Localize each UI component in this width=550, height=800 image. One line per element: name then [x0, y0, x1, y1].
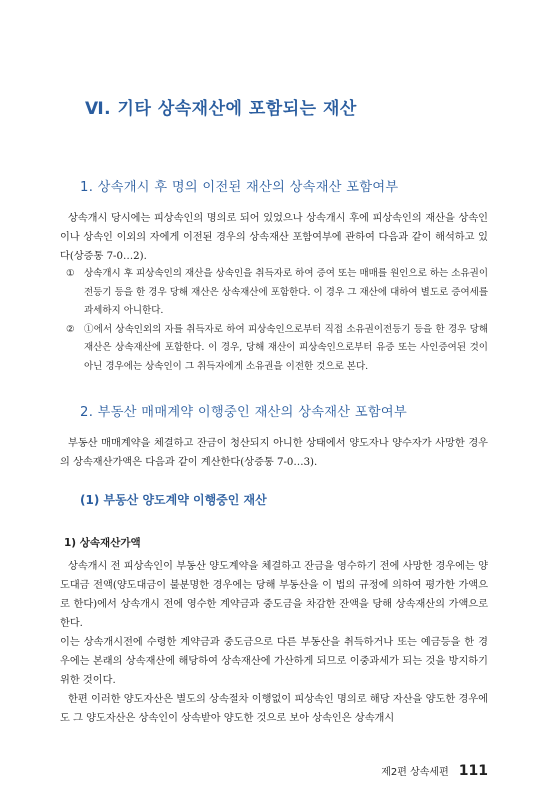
paragraph-2: 이는 상속개시전에 수령한 계약금과 중도금으로 다른 부동산을 취득하거나 또는 예금등을 한 경우에는 본래의 상속재산에 해당하여 상속재산에 가산하게 되므로 이중과세가 되는 것을 방지하기 위한 것이다. [60, 637, 488, 686]
list-item [60, 321, 488, 377]
footer-section-label: 제2편 상속세편 [381, 767, 449, 778]
list-item-number: ② [66, 323, 75, 335]
list-item-number: ① [66, 268, 75, 279]
item-heading: 1) 상속재산가액 [64, 537, 141, 549]
section-1-heading: 1. 상속개시 후 명의 이전된 재산의 상속재산 포함여부 [80, 180, 399, 195]
section-1-list [60, 265, 488, 376]
section-1-intro: 상속개시 당시에는 피상속인의 명의로 되어 있었으나 상속개시 후에 피상속인의 재산을 상속인이나 상속인 이외의 자에게 이전된 경우의 상속재산 포함여부에 관하여 다음과 같이 해석하고 있다(상증통 7-0…2). [60, 213, 488, 262]
page-number: 111 [458, 763, 488, 779]
section-2-heading: 2. 부동산 매매계약 이행중인 재산의 상속재산 포함여부 [80, 405, 407, 420]
list-item-text: ①에서 상속인외의 자를 취득자로 하여 피상속인으로부터 직접 소유권이전등기 등을 한 경우 당해 재산은 상속재산에 포함한다. 이 경우, 당해 재산이 피상속인으로부터 유증 또는 사인증여된 것이 아닌 경우에는 상속인이 그 취득자에게 소유권을 이전한 것으로 본다. [84, 323, 488, 372]
subsection-heading: (1) 부동산 양도계약 이행중인 재산 [80, 493, 267, 507]
chapter-title: Ⅵ. 기타 상속재산에 포함되는 재산 [85, 99, 357, 119]
paragraph-3: 한편 이러한 양도자산은 별도의 상속절차 이행없이 피상속인 명의로 해당 자산을 양도한 경우에도 그 양도자산은 상속인이 상속받아 양도한 것으로 보아 상속인은 상속개시 [60, 694, 488, 724]
paragraph-1: 상속개시 전 피상속인이 부동산 양도계약을 체결하고 잔금을 영수하기 전에 사망한 경우에는 양도대금 전액(양도대금이 불분명한 경우에는 당해 부동산을 이 법의 규정에 의하여 평가한 가액으로 한다)에서 상속개시 전에 영수한 계약금과 중도금을 차감한 잔액을 당해 상속재산의 가액으로 한다. [60, 561, 488, 629]
page-footer [381, 763, 488, 779]
section-2-intro: 부동산 매매계약을 체결하고 잔금이 청산되지 아니한 상태에서 양도자나 양수자가 사망한 경우의 상속재산가액은 다음과 같이 계산한다(상증통 7-0…3). [60, 438, 488, 468]
list-item [60, 265, 488, 321]
list-item-text: 상속개시 후 피상속인의 재산을 상속인을 취득자로 하여 증여 또는 매매를 원인으로 하는 소유권이전등기 등을 한 경우 당해 재산은 상속재산에 포함한다. 이 경우 그 재산에 대하여 별도로 증여세를 과세하지 아니한다. [84, 268, 488, 316]
